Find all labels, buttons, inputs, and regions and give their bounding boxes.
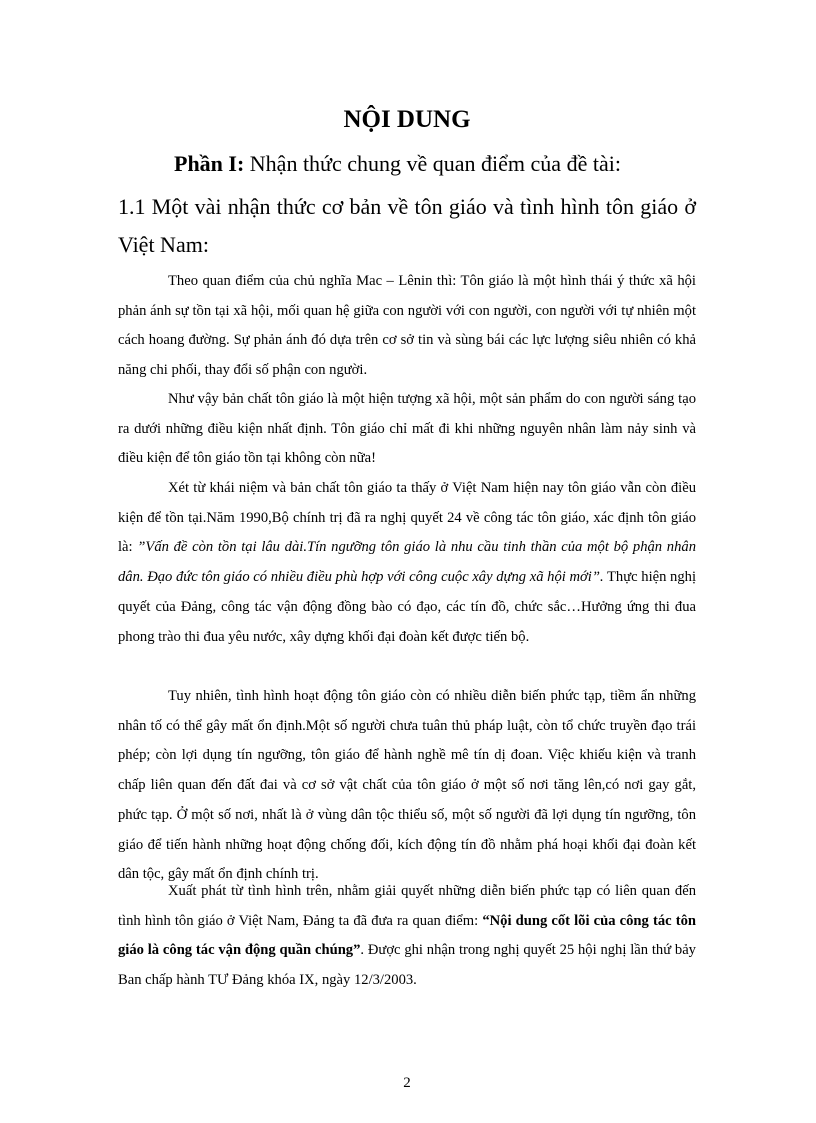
paragraph-1: Theo quan điểm của chủ nghĩa Mac – Lênin thì: Tôn giáo là một hình thái ý thức xã hội phản ánh sự tồn tại xã hội, mối quan hệ giữa con người với con người, con người với tự nhiên một cách hoang đường. Sự phản ánh đó dựa trên cơ sở tin và sùng bái các lực lượng siêu nhiên có khả năng chi phối, thay đổi số phận con người. bbox=[118, 273, 696, 379]
page-title: NỘI DUNG bbox=[343, 106, 471, 133]
paragraph-4: Tuy nhiên, tình hình hoạt động tôn giáo còn có nhiều diễn biến phức tạp, tiềm ẩn những nhân tố có thể gây mất ổn định.Một số người chưa tuân thủ pháp luật, còn tổ chức truyền đạo trái phép; còn lợi dụng tín ngưỡng, tôn giáo để hành nghề mê tín dị đoan. Việc khiếu kiện và tranh chấp liên quan đến đất đai và cơ sở vật chất của tôn giáo ở một số nơi tăng lên,có nơi gay gắt, phức tạp. Ở một số nơi, nhất là ở vùng dân tộc thiểu số, một số người đã lợi dụng tín ngưỡng, tôn giáo để tiến hành những hoạt động chống đối, kích động tín đồ nhằm phá hoại khối đại đoàn kết dân tộc, gây mất ổn định chính trị. bbox=[118, 688, 696, 883]
part-label: Phần I: bbox=[174, 151, 245, 176]
paragraph-3 bbox=[118, 474, 696, 652]
paragraph-5-bold-quote: “Nội dung cốt lõi của công tác tôn giáo là công tác vận động quần chúng” bbox=[118, 912, 696, 959]
part-text: Nhận thức chung về quan điểm của đề tài: bbox=[244, 151, 621, 176]
part-heading bbox=[174, 148, 621, 180]
paragraph-3-quote: ”Vấn đề còn tồn tại lâu dài.Tín ngưỡng tôn giáo là nhu cầu tinh thần của một bộ phận nhân dân. Đạo đức tôn giáo có nhiều điều phù hợp với công cuộc xây dựng xã hội mới”. bbox=[118, 539, 696, 586]
document-page bbox=[118, 0, 696, 1123]
paragraph-3-intro: Xét từ khái niệm và bản chất tôn giáo ta thấy ở Việt Nam hiện nay tôn giáo vẫn còn điều kiện để tồn tại.Năm 1990,Bộ chính trị đã ra nghị quyết 24 về công tác tôn giáo, xác định tôn giáo là: bbox=[118, 480, 696, 556]
paragraph-5-rest: . Được ghi nhận trong nghị quyết 25 hội nghị lần thứ bảy Ban chấp hành TƯ Đảng khóa IX, ngày 12/3/2003. bbox=[118, 942, 696, 989]
paragraph-5 bbox=[118, 877, 696, 996]
paragraph-2: Như vậy bản chất tôn giáo là một hiện tượng xã hội, một sản phẩm do con người sáng tạo ra dưới những điều kiện nhất định. Tôn giáo chỉ mất đi khi những nguyên nhân làm nảy sinh và điều kiện để tôn giáo tồn tại không còn nữa! bbox=[118, 391, 696, 467]
paragraph-3-rest: Thực hiện nghị quyết của Đảng, công tác vận động đồng bào có đạo, các tín đồ, chức sắc…Hưởng ứng thi đua phong trào thi đua yêu nước, xây dựng khối đại đoàn kết được tiến bộ. bbox=[118, 569, 696, 645]
page-number: 2 bbox=[403, 1075, 411, 1091]
paragraph-5-intro: Xuất phát từ tình hình trên, nhằm giải quyết những diễn biến phức tạp có liên quan đến tình hình tôn giáo ở Việt Nam, Đảng ta đã đưa ra quan điểm: bbox=[118, 883, 696, 929]
section-heading: 1.1 Một vài nhận thức cơ bản về tôn giáo và tình hình tôn giáo ở Việt Nam: bbox=[118, 194, 696, 257]
